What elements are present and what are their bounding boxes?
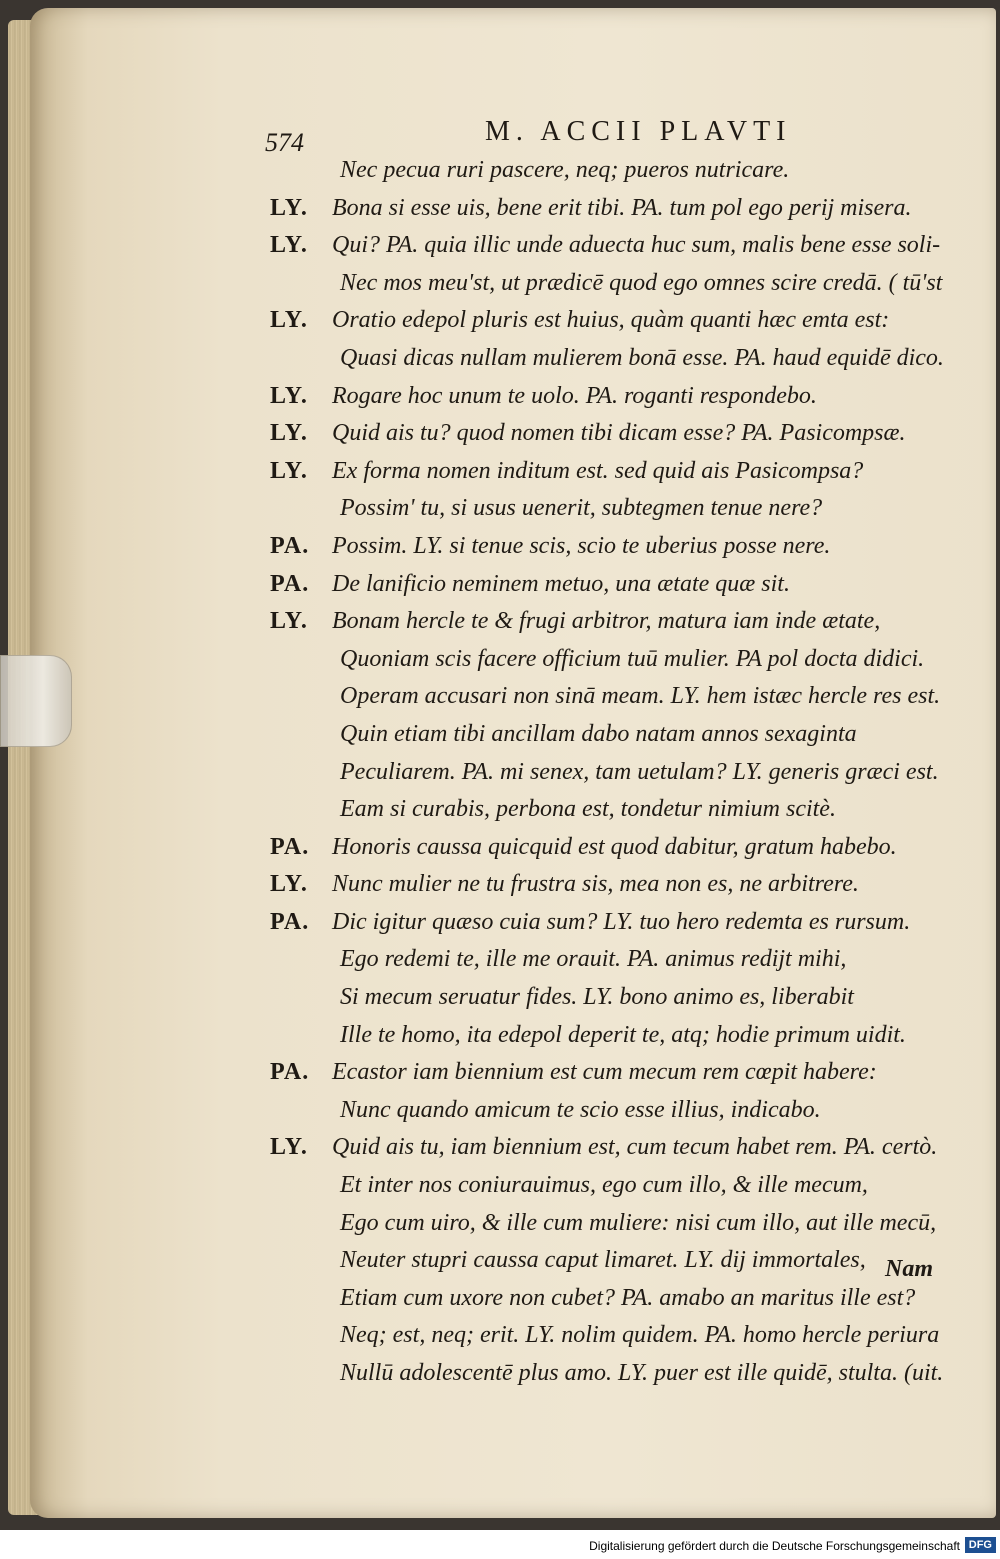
speaker-label: LY. [270, 232, 308, 259]
text-line [270, 1017, 970, 1055]
verse-text: Nec pecua ruri pascere, neq; pueros nutricare. [340, 157, 790, 183]
text-line [270, 1317, 970, 1355]
text-line [270, 716, 970, 754]
verse-text: Ex forma nomen inditum est. sed quid ais Pasicompsa? [332, 457, 864, 484]
speaker-label: PA. [270, 570, 310, 597]
page-header [265, 98, 905, 157]
text-line [270, 302, 970, 340]
speaker-label: PA. [270, 532, 310, 559]
text-line [270, 1054, 970, 1092]
verse-text: Quasi dicas nullam mulierem bonā esse. PA. haud equidē dico. [340, 344, 944, 371]
speaker-label: LY. [270, 608, 308, 635]
speaker-label: LY. [270, 307, 308, 334]
verse-text: Neuter stupri caussa caput limaret. LY. dij immortales, [340, 1247, 866, 1274]
text-line [270, 754, 970, 792]
page-number: 574 [265, 128, 304, 157]
dfg-logo: DFG [965, 1537, 996, 1553]
speaker-label: LY. [270, 871, 308, 898]
speaker-label: PA. [270, 908, 310, 935]
text-line [270, 1205, 970, 1243]
text-line [270, 1167, 970, 1205]
verse-text: Ecastor iam biennium est cum mecum rem cœpit habere: [332, 1059, 877, 1086]
verse-text: Peculiarem. PA. mi senex, tam uetulam? LY. generis græci est. [340, 758, 939, 785]
speaker-label: LY. [270, 457, 308, 484]
speaker-label: LY. [270, 194, 308, 221]
speaker-label: LY. [270, 1134, 308, 1161]
verse-text: Quoniam scis facere officium tuū mulier. PA pol docta didici. [340, 645, 925, 672]
verse-text: Honoris caussa quicquid est quod dabitur, gratum habebo. [332, 833, 897, 860]
speaker-label: LY. [270, 420, 308, 447]
verse-text: Ille te homo, ita edepol deperit te, atq; hodie primum uidit. [340, 1021, 906, 1048]
text-block [270, 152, 970, 1393]
text-line [270, 1092, 970, 1130]
verse-text: Ego cum uiro, & ille cum muliere: nisi cum illo, aut ille mecū, [340, 1209, 937, 1236]
text-line [270, 791, 970, 829]
verse-text: Etiam cum uxore non cubet? PA. amabo an maritus ille est? [340, 1284, 916, 1311]
verse-text: Qui? PA. quia illic unde aduecta huc sum, malis bene esse soli- [332, 232, 941, 259]
verse-text: Quin etiam tibi ancillam dabo natam annos sexaginta [340, 720, 857, 747]
verse-text: Nunc quando amicum te scio esse illius, indicabo. [340, 1096, 821, 1123]
text-line [270, 378, 970, 416]
verse-text: Quid ais tu, iam biennium est, cum tecum habet rem. PA. certò. [332, 1134, 938, 1161]
page-clip [0, 655, 72, 747]
verse-text: Dic igitur quæso cuia sum? LY. tuo hero redemta es rursum. [332, 908, 911, 935]
speaker-label: LY. [270, 382, 308, 409]
speaker-label: PA. [270, 1059, 310, 1086]
text-line [270, 490, 970, 528]
verse-text: Rogare hoc unum te uolo. PA. roganti respondebo. [332, 382, 817, 409]
text-line [270, 829, 970, 867]
text-line [270, 415, 970, 453]
verse-text: Quid ais tu? quod nomen tibi dicam esse? PA. Pasicompsæ. [332, 420, 906, 447]
verse-text: Bonam hercle te & frugi arbitror, matura iam inde ætate, [332, 608, 881, 635]
speaker-label: PA. [270, 833, 310, 860]
verse-text: Et inter nos coniurauimus, ego cum illo, & ille mecum, [340, 1172, 868, 1199]
text-line [270, 265, 970, 303]
text-line [270, 1242, 970, 1280]
verse-text: Oratio edepol pluris est huius, quàm quanti hæc emta est: [332, 307, 890, 334]
verse-text: Si mecum seruatur fides. LY. bono animo es, liberabit [340, 984, 854, 1011]
text-line [270, 904, 970, 942]
footer-credit: Digitalisierung gefördert durch die Deutsche Forschungsgemeinschaft [589, 1539, 960, 1553]
text-line [270, 227, 970, 265]
text-line [270, 979, 970, 1017]
verse-text: Possim. LY. si tenue scis, scio te uberius posse nere. [332, 532, 831, 559]
verse-text: Ego redemi te, ille me orauit. PA. animus redijt mihi, [340, 946, 847, 973]
text-line [270, 566, 970, 604]
catchword: Nam [885, 1256, 933, 1282]
text-line [270, 641, 970, 679]
verse-text: De lanificio neminem metuo, una ætate quæ sit. [332, 570, 790, 597]
verse-text: Nunc mulier ne tu frustra sis, mea non es, ne arbitrere. [332, 871, 859, 898]
text-line [270, 941, 970, 979]
verse-text: Nec mos meu'st, ut prædicē quod ego omnes scire credā. ( tū'st [340, 269, 943, 296]
text-line [270, 1280, 970, 1318]
running-head: M. ACCII PLAVTI [485, 116, 792, 147]
text-line [270, 1355, 970, 1393]
verse-text: Neq; est, neq; erit. LY. nolim quidem. PA. homo hercle periura [340, 1322, 940, 1349]
verse-text: Bona si esse uis, bene erit tibi. PA. tum pol ego perij misera. [332, 194, 912, 221]
text-line [270, 453, 970, 491]
text-line [270, 190, 970, 228]
text-line [270, 340, 970, 378]
verse-text: Operam accusari non sinā meam. LY. hem istæc hercle res est. [340, 683, 941, 710]
verse-text: Possim' tu, si usus uenerit, subtegmen tenue nere? [340, 495, 823, 522]
text-line [270, 1129, 970, 1167]
text-line [270, 152, 970, 190]
text-line [270, 678, 970, 716]
text-line [270, 603, 970, 641]
verse-text: Eam si curabis, perbona est, tondetur nimium scitè. [340, 796, 836, 823]
verse-text: Nullū adolescentē plus amo. LY. puer est ille quidē, stulta. (uit. [340, 1360, 944, 1386]
text-line [270, 866, 970, 904]
text-line [270, 528, 970, 566]
